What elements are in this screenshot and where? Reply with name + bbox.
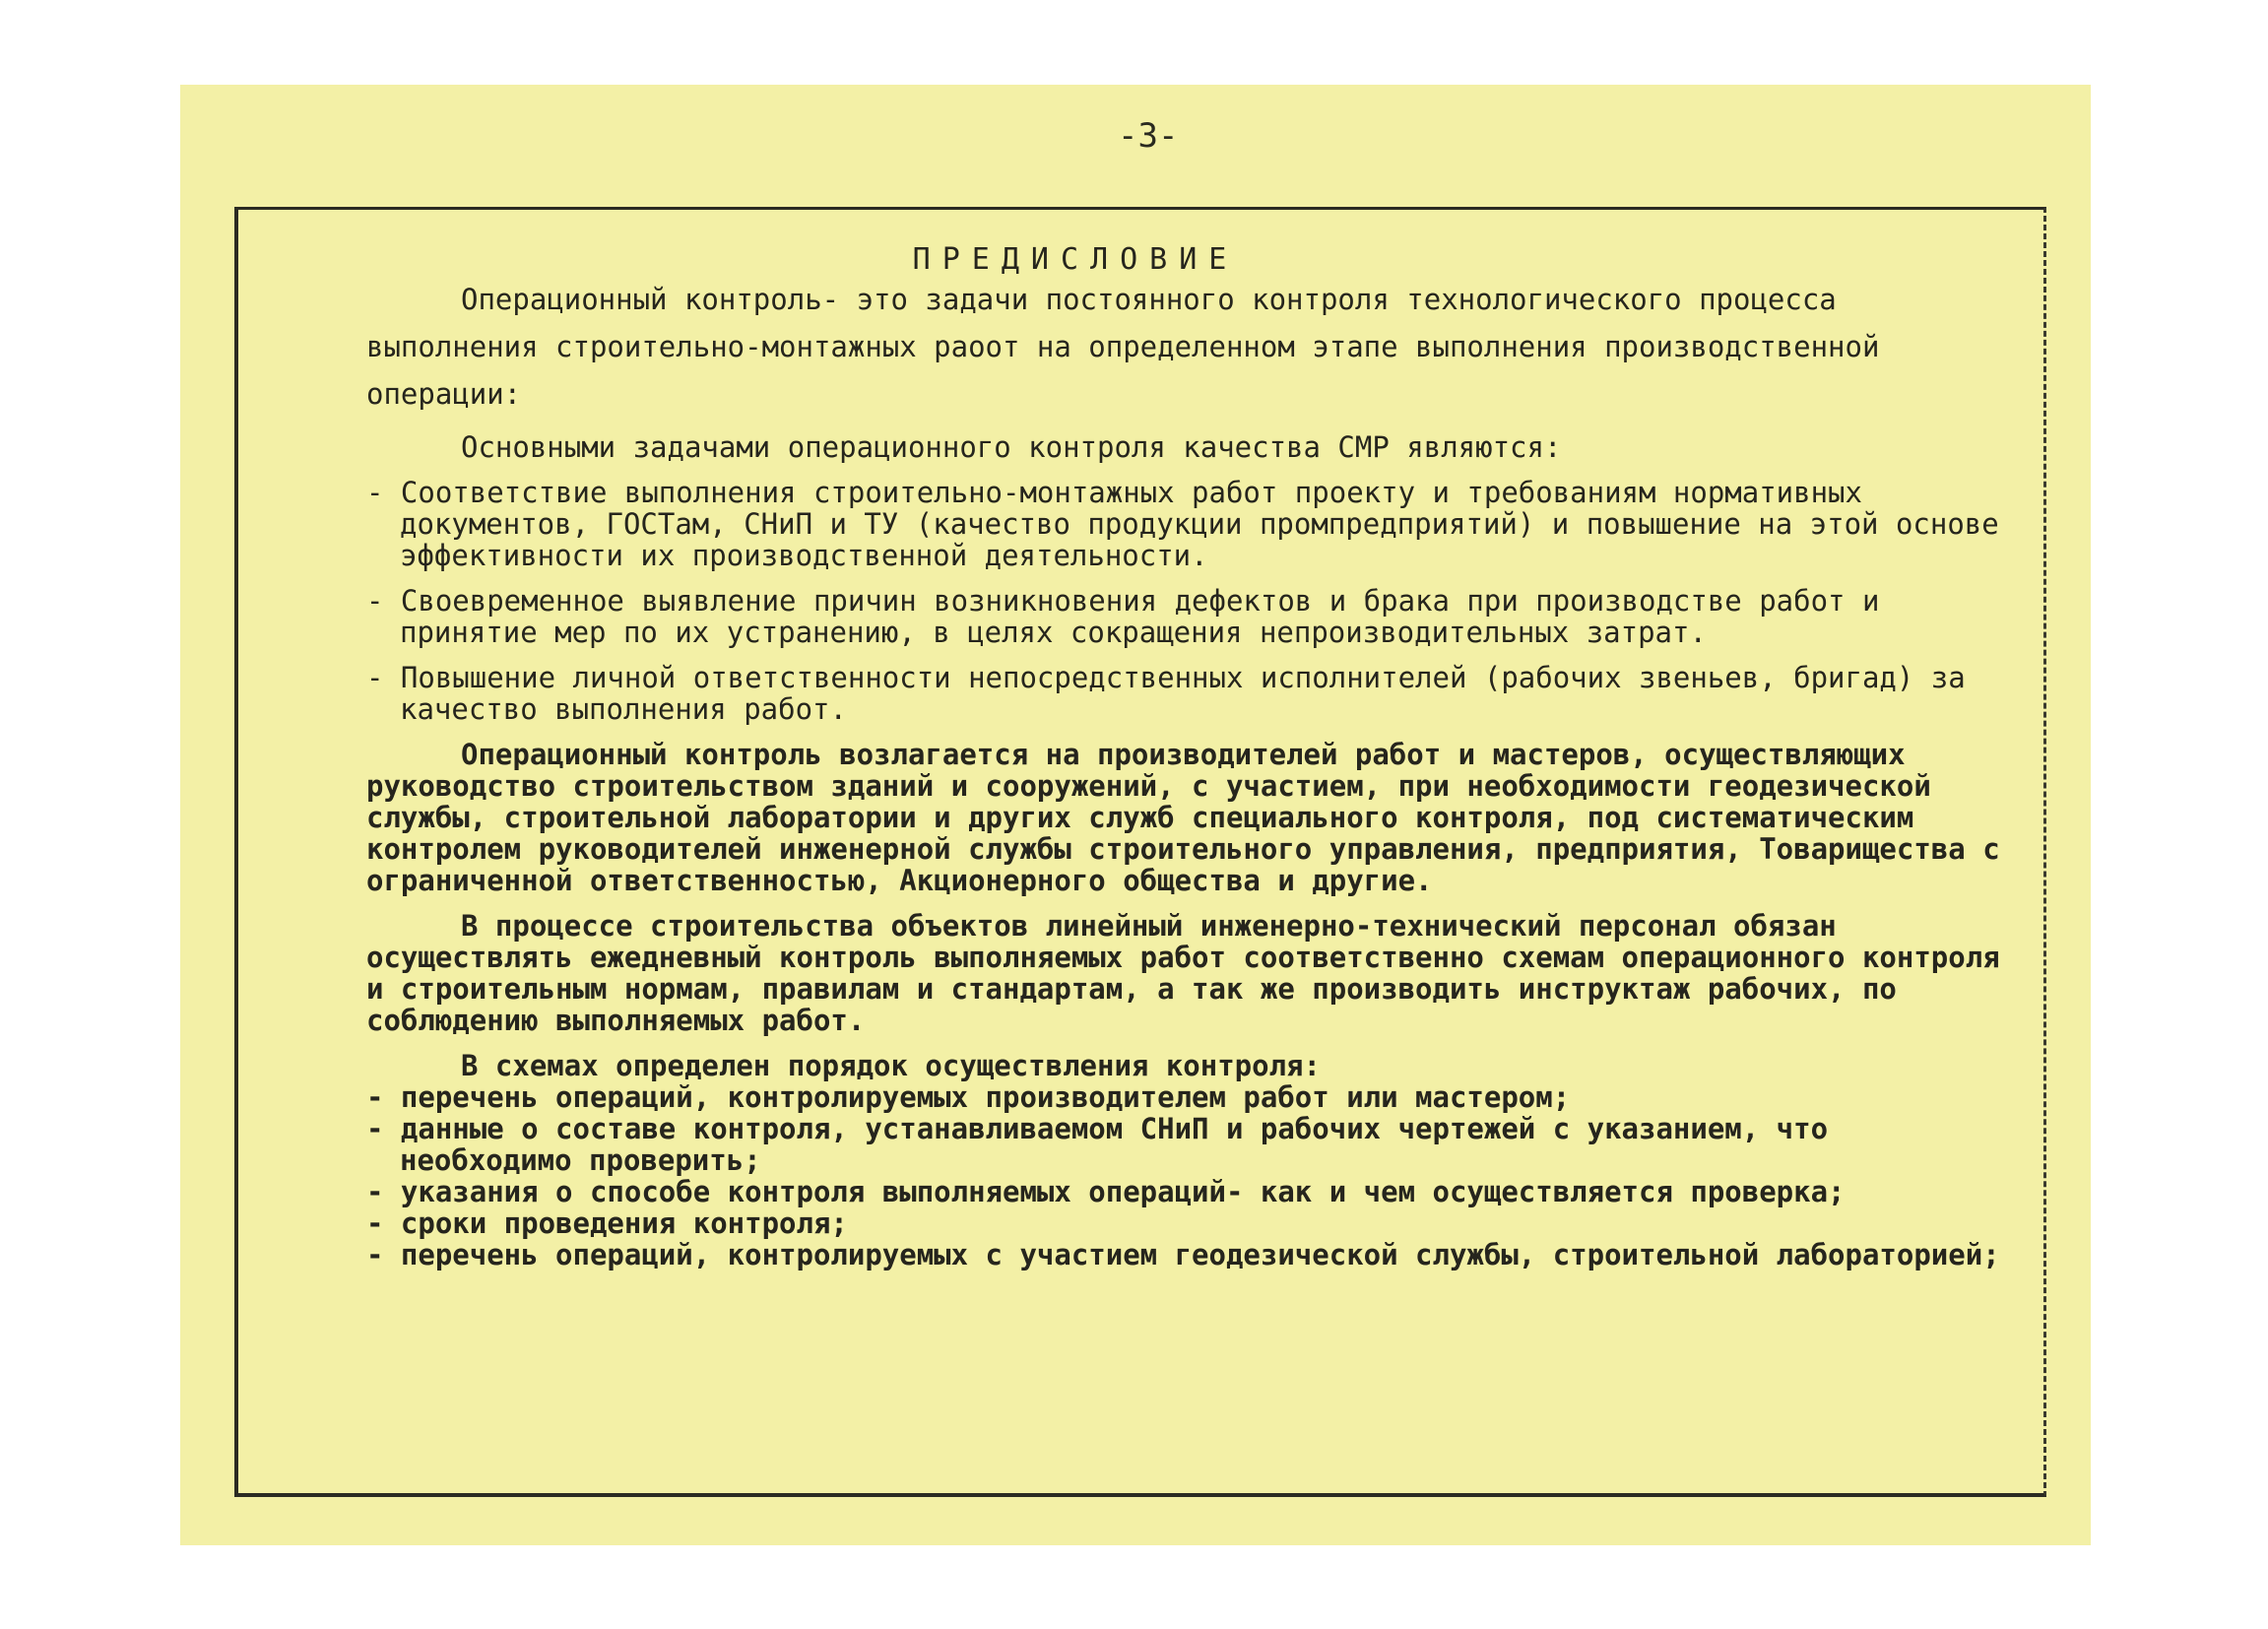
task-item: - Своевременное выявление причин возникновения дефектов и брака при производстве работ и принятие мер по их устранению, в целях сокращения непроизводительных затрат. <box>366 584 1880 649</box>
scheme-item: - перечень операций, контролируемых с участием геодезической службы, строительной лабораторией; <box>366 1238 2000 1271</box>
schemes-list <box>366 1081 2001 1271</box>
section-title: ПРЕДИСЛОВИЕ <box>912 242 1239 277</box>
responsibility-paragraph: Операционный контроль возлагается на производителей работ и мастеров, осуществляющих руководство строительством зданий и сооружений, с участием, при необходимости геодезической службы, строительной лаборатории и других служб специального контроля, под систематическим контролем руководителей инженерной службы строительного управления, предприятия, Товарищества с ограниченной ответственностью, Акционерного общества и другие. <box>366 738 2000 897</box>
tasks-heading: Основными задачами операционного контроля качества СМР являются: <box>461 430 1562 464</box>
schemes-heading: В схемах определен порядок осуществления контроля: <box>461 1049 1321 1082</box>
process-paragraph: В процессе строительства объектов линейный инженерно-технический персонал обязан осуществлять ежедневный контроль выполняемых работ соответственно схемам операционного контроля и строительным нормам, правилам и стандартам, а так же производить инструктаж рабочих, по соблюдению выполняемых работ. <box>366 909 2000 1037</box>
scheme-item: - указания о способе контроля выполняемых операций- как и чем осуществляется проверка; <box>366 1175 1846 1208</box>
scheme-item: - сроки проведения контроля; <box>366 1206 848 1240</box>
intro-paragraph: Операционный контроль- это задачи постоянного контроля технологического процесса выполнения строительно-монтажных раоот на определенном этапе выполнения производственной операции: <box>366 283 1880 411</box>
page-number: -3- <box>1118 116 1179 156</box>
scheme-item: - перечень операций, контролируемых производителем работ или мастером; <box>366 1080 1571 1114</box>
task-item: - Соответствие выполнения строительно-монтажных работ проекту и требованиям нормативных документов, ГОСТам, СНиП и ТУ (качество продукции промпредприятий) и повышение на этой основе эффективности их производственной деятельности. <box>366 476 1999 572</box>
scheme-item: - данные о составе контроля, устанавливаемом СНиП и рабочих чертежей с указанием, что необходимо проверить; <box>366 1112 1829 1177</box>
task-item: - Повышение личной ответственности непосредственных исполнителей (рабочих звеньев, бригад) за качество выполнения работ. <box>366 661 1966 726</box>
document-body <box>366 244 2001 1271</box>
